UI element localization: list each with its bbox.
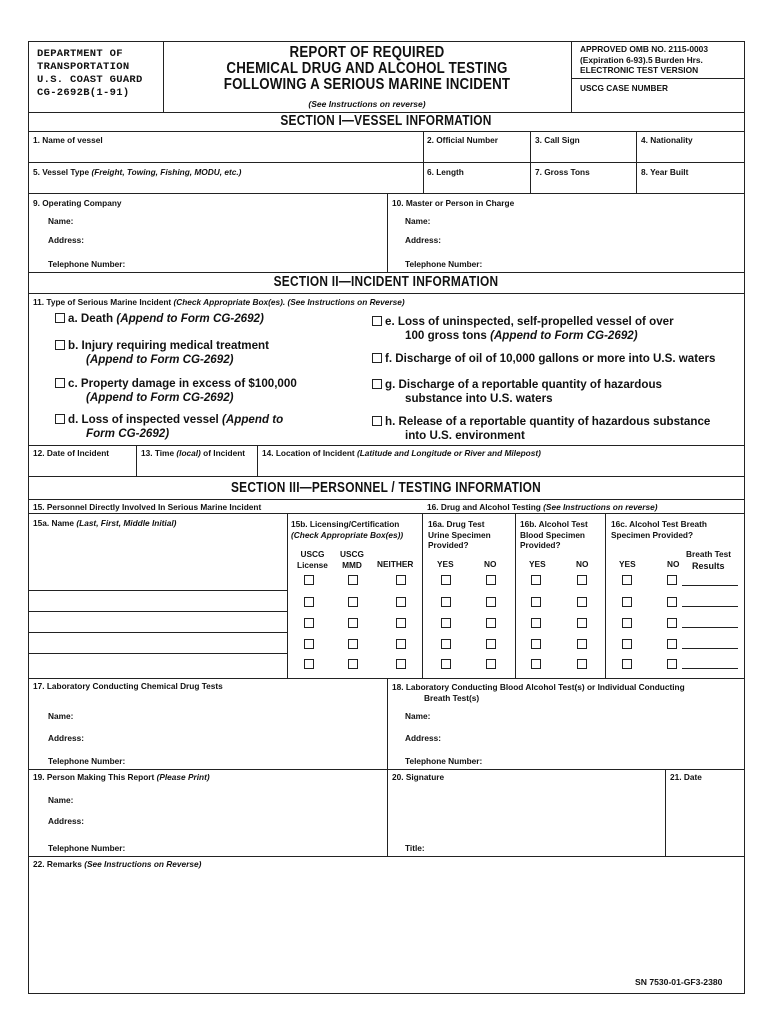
checkbox-b[interactable] bbox=[55, 340, 65, 350]
breath-yes-header: YES bbox=[619, 559, 636, 569]
alcohol-lab-telephone-label: Telephone Number: bbox=[405, 756, 483, 766]
operating-company-label: 9. Operating Company bbox=[33, 198, 122, 208]
reporter-name-label: Name: bbox=[48, 795, 74, 805]
master-name-label: Name: bbox=[405, 216, 431, 226]
neither-checkbox[interactable] bbox=[396, 618, 406, 628]
breath-yes-checkbox[interactable] bbox=[622, 597, 632, 607]
section-2-title: SECTION II—INCIDENT INFORMATION bbox=[273, 274, 499, 290]
license-checkbox[interactable] bbox=[304, 639, 314, 649]
official-number-label: 2. Official Number bbox=[427, 135, 499, 145]
drug-lab-label: 17. Laboratory Conducting Chemical Drug Tests bbox=[33, 681, 223, 691]
option-a-death[interactable]: a. Death (Append to Form CG-2692) bbox=[55, 312, 264, 326]
option-f-oil[interactable]: f. Discharge of oil of 10,000 gallons or more into U.S. waters bbox=[372, 352, 716, 366]
drug-lab-address-label: Address: bbox=[48, 733, 84, 743]
year-built-label: 8. Year Built bbox=[641, 167, 689, 177]
blood-no-checkbox[interactable] bbox=[577, 597, 587, 607]
uscg-mmd-header: USCG MMD bbox=[340, 549, 364, 570]
blood-no-checkbox[interactable] bbox=[577, 659, 587, 669]
blood-yes-checkbox[interactable] bbox=[531, 639, 541, 649]
license-checkbox[interactable] bbox=[304, 659, 314, 669]
alcohol-lab-label: 18. Laboratory Conducting Blood Alcohol Test(s) or Individual Conducting Breath Test(s) bbox=[392, 682, 685, 703]
drug-no-checkbox[interactable] bbox=[486, 659, 496, 669]
drug-lab-name-label: Name: bbox=[48, 711, 74, 721]
drug-yes-checkbox[interactable] bbox=[441, 597, 451, 607]
breath-test-header: 16c. Alcohol Test Breath Specimen Provided? bbox=[611, 519, 707, 540]
gross-tons-label: 7. Gross Tons bbox=[535, 167, 590, 177]
drug-test-header: 16a. Drug Test Urine Specimen Provided? bbox=[428, 519, 491, 550]
drug-yes-checkbox[interactable] bbox=[441, 618, 451, 628]
neither-checkbox[interactable] bbox=[396, 639, 406, 649]
neither-checkbox[interactable] bbox=[396, 575, 406, 585]
option-c-property[interactable]: c. Property damage in excess of $100,000 (Append to Form CG-2692) bbox=[55, 377, 297, 405]
breath-no-checkbox[interactable] bbox=[667, 597, 677, 607]
drug-no-checkbox[interactable] bbox=[486, 618, 496, 628]
option-d-inspected[interactable]: d. Loss of inspected vessel (Append to Form CG-2692) bbox=[55, 413, 283, 441]
results-header: Results bbox=[692, 561, 725, 571]
checkbox-g[interactable] bbox=[372, 379, 382, 389]
section-3-title: SECTION III—PERSONNEL / TESTING INFORMATION bbox=[230, 480, 542, 496]
company-address-label: Address: bbox=[48, 235, 84, 245]
mmd-checkbox[interactable] bbox=[348, 659, 358, 669]
uscg-case-number-label: USCG CASE NUMBER bbox=[580, 83, 669, 93]
alcohol-lab-name-label: Name: bbox=[405, 711, 431, 721]
drug-no-header: NO bbox=[484, 559, 497, 569]
breath-no-checkbox[interactable] bbox=[667, 618, 677, 628]
blood-test-header: 16b. Alcohol Test Blood Specimen Provided? bbox=[520, 519, 588, 550]
date-label: 21. Date bbox=[670, 772, 702, 782]
alcohol-lab-address-label: Address: bbox=[405, 733, 441, 743]
breath-result-field[interactable] bbox=[682, 606, 738, 607]
reporter-title-label: Title: bbox=[405, 843, 425, 853]
stock-number: SN 7530-01-GF3-2380 bbox=[635, 977, 723, 987]
date-of-incident-label: 12. Date of Incident bbox=[33, 448, 110, 458]
uscg-license-header: USCG License bbox=[297, 549, 328, 570]
checkbox-h[interactable] bbox=[372, 416, 382, 426]
blood-no-header: NO bbox=[576, 559, 589, 569]
license-checkbox[interactable] bbox=[304, 618, 314, 628]
blood-yes-checkbox[interactable] bbox=[531, 575, 541, 585]
breath-result-field[interactable] bbox=[682, 627, 738, 628]
drug-yes-checkbox[interactable] bbox=[441, 575, 451, 585]
blood-no-checkbox[interactable] bbox=[577, 618, 587, 628]
company-telephone-label: Telephone Number: bbox=[48, 259, 126, 269]
master-address-label: Address: bbox=[405, 235, 441, 245]
mmd-checkbox[interactable] bbox=[348, 575, 358, 585]
license-checkbox[interactable] bbox=[304, 575, 314, 585]
breath-result-field[interactable] bbox=[682, 668, 738, 669]
blood-yes-header: YES bbox=[529, 559, 546, 569]
option-b-injury[interactable]: b. Injury requiring medical treatment (Append to Form CG-2692) bbox=[55, 339, 269, 367]
breath-yes-checkbox[interactable] bbox=[622, 639, 632, 649]
option-h-release[interactable]: h. Release of a reportable quantity of hazardous substance into U.S. environment bbox=[372, 415, 710, 443]
checkbox-c[interactable] bbox=[55, 378, 65, 388]
company-name-label: Name: bbox=[48, 216, 74, 226]
omb-approval: APPROVED OMB NO. 2115-0003 (Expiration 6-93).5 Burden Hrs. ELECTRONIC TEST VERSION bbox=[580, 44, 709, 75]
neither-checkbox[interactable] bbox=[396, 659, 406, 669]
report-person-label: 19. Person Making This Report (Please Print) bbox=[33, 772, 210, 782]
see-instructions-note: (See Instructions on reverse) bbox=[308, 99, 426, 109]
master-telephone-label: Telephone Number: bbox=[405, 259, 483, 269]
breath-yes-checkbox[interactable] bbox=[622, 659, 632, 669]
breath-result-field[interactable] bbox=[682, 585, 738, 586]
drug-no-checkbox[interactable] bbox=[486, 639, 496, 649]
nationality-label: 4. Nationality bbox=[641, 135, 693, 145]
drug-lab-telephone-label: Telephone Number: bbox=[48, 756, 126, 766]
drug-no-checkbox[interactable] bbox=[486, 597, 496, 607]
neither-checkbox[interactable] bbox=[396, 597, 406, 607]
drug-yes-checkbox[interactable] bbox=[441, 639, 451, 649]
drug-no-checkbox[interactable] bbox=[486, 575, 496, 585]
neither-header: NEITHER bbox=[377, 559, 414, 569]
remarks-label: 22. Remarks (See Instructions on Reverse) bbox=[33, 859, 202, 869]
section-1-title: SECTION I—VESSEL INFORMATION bbox=[280, 113, 492, 129]
reporter-address-label: Address: bbox=[48, 816, 84, 826]
checkbox-d[interactable] bbox=[55, 414, 65, 424]
checkbox-a[interactable] bbox=[55, 313, 65, 323]
name-column-header: 15a. Name (Last, First, Middle Initial) bbox=[33, 518, 177, 528]
blood-no-checkbox[interactable] bbox=[577, 639, 587, 649]
breath-test-results-header: Breath Test bbox=[686, 549, 732, 559]
drug-alcohol-testing-label: 16. Drug and Alcohol Testing (See Instructions on reverse) bbox=[427, 502, 658, 512]
mmd-checkbox[interactable] bbox=[348, 618, 358, 628]
mmd-checkbox[interactable] bbox=[348, 639, 358, 649]
breath-no-checkbox[interactable] bbox=[667, 659, 677, 669]
checkbox-f[interactable] bbox=[372, 353, 382, 363]
breath-no-header: NO bbox=[667, 559, 680, 569]
length-label: 6. Length bbox=[427, 167, 464, 177]
signature-label: 20. Signature bbox=[392, 772, 445, 782]
vessel-type-label: 5. Vessel Type (Freight, Towing, Fishing, MODU, etc.) bbox=[33, 167, 242, 177]
breath-no-checkbox[interactable] bbox=[667, 575, 677, 585]
drug-yes-header: YES bbox=[437, 559, 454, 569]
blood-yes-checkbox[interactable] bbox=[531, 618, 541, 628]
mmd-checkbox[interactable] bbox=[348, 597, 358, 607]
time-of-incident-label: 13. Time (local) of Incident bbox=[141, 448, 246, 458]
vessel-name-label: 1. Name of vessel bbox=[33, 135, 103, 145]
option-g-hazardous[interactable]: g. Discharge of a reportable quantity of hazardous substance into U.S. waters bbox=[372, 378, 662, 406]
breath-no-checkbox[interactable] bbox=[667, 639, 677, 649]
blood-yes-checkbox[interactable] bbox=[531, 597, 541, 607]
personnel-label: 15. Personnel Directly Involved In Serious Marine Incident bbox=[33, 502, 262, 512]
breath-result-field[interactable] bbox=[682, 648, 738, 649]
breath-yes-checkbox[interactable] bbox=[622, 575, 632, 585]
form-title: REPORT OF REQUIRED CHEMICAL DRUG AND ALCOHOL TESTING FOLLOWING A SERIOUS MARINE INCIDENT bbox=[223, 44, 511, 93]
licensing-column-header: 15b. Licensing/Certification (Check Appropriate Box(es)) bbox=[291, 519, 404, 540]
incident-type-label: 11. Type of Serious Marine Incident (Check Appropriate Box(es). (See Instructions on Reverse) bbox=[33, 297, 405, 307]
license-checkbox[interactable] bbox=[304, 597, 314, 607]
department-block: DEPARTMENT OF TRANSPORTATION U.S. COAST GUARD CG-2692B(1-91) bbox=[37, 48, 143, 100]
blood-no-checkbox[interactable] bbox=[577, 575, 587, 585]
drug-yes-checkbox[interactable] bbox=[441, 659, 451, 669]
reporter-telephone-label: Telephone Number: bbox=[48, 843, 126, 853]
breath-yes-checkbox[interactable] bbox=[622, 618, 632, 628]
master-label: 10. Master or Person in Charge bbox=[392, 198, 515, 208]
blood-yes-checkbox[interactable] bbox=[531, 659, 541, 669]
checkbox-e[interactable] bbox=[372, 316, 382, 326]
option-e-uninspected[interactable]: e. Loss of uninspected, self-propelled vessel of over 100 gross tons (Append to Form CG-2692) bbox=[372, 315, 674, 343]
location-of-incident-label: 14. Location of Incident (Latitude and Longitude or River and Milepost) bbox=[262, 448, 541, 458]
call-sign-label: 3. Call Sign bbox=[535, 135, 580, 145]
